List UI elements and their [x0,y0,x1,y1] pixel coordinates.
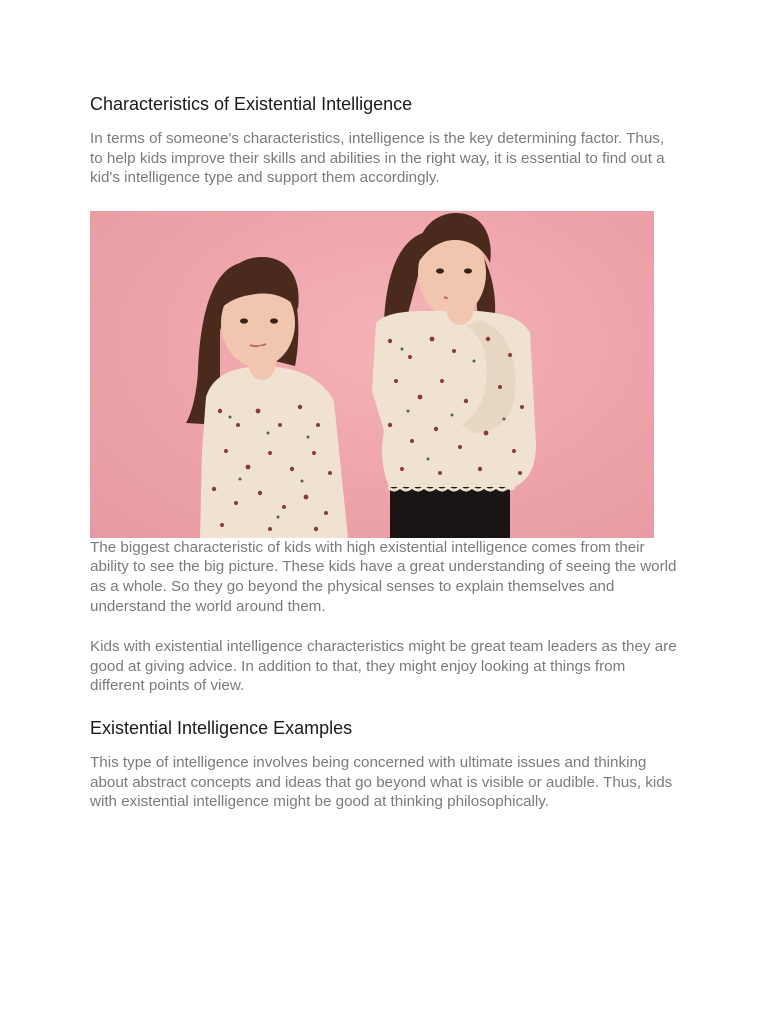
section-heading-examples: Existential Intelligence Examples [90,717,353,738]
characteristics-paragraph: The biggest characteristic of kids with high existential intelligence comes from their ability to see the big picture. These kids have a great understanding of seeing the world as a whole. So they go beyond the physical senses to explain themselves and understand the world around them. [90,538,677,615]
photo-illustration [90,211,654,538]
intro-paragraph: In terms of someone's characteristics, intelligence is the key determining factor. Thus, to help kids improve their skills and abilities in the right way, it is essential to find out a kid's intelligence type and support them accordingly. [90,130,665,187]
examples-paragraph: This type of intelligence involves being concerned with ultimate issues and thinking about abstract concepts and ideas that go beyond what is visible or audible. Thus, kids with existential intelligence might be good at thinking philosophically. [90,753,673,811]
team-leaders-paragraph: Kids with existential intelligence characteristics might be great team leaders as they are good at giving advice. In addition to that, they might enjoy looking at things from different points of view. [90,638,677,695]
article-body [90,92,680,812]
section-heading-characteristics: Characteristics of Existential Intelligence [90,94,413,114]
right-girl-figure [372,213,536,538]
left-girl-figure [186,257,348,538]
photo-two-girls-thinking [90,211,654,538]
